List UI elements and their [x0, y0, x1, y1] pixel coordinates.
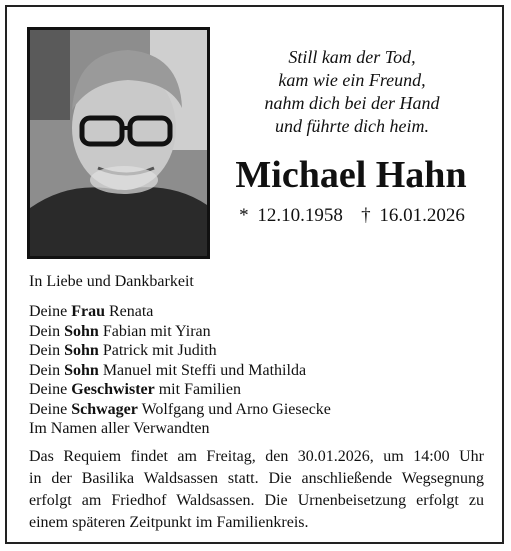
- family-list: [29, 302, 331, 439]
- family-member: Deine Schwager Wolfgang und Arno Giesecke: [29, 400, 331, 418]
- death-symbol: †: [361, 205, 371, 226]
- birth-symbol: *: [239, 205, 249, 226]
- poem-line: Still kam der Tod,: [288, 47, 416, 67]
- announcement-line: erfolgt am Friedhof Waldsassen. Die Urnenbeisetzung erfolgt zu: [29, 492, 484, 509]
- family-member: Dein Sohn Patrick mit Judith: [29, 342, 217, 359]
- family-member: Dein Sohn Fabian mit Yiran: [29, 322, 211, 340]
- announcement-line: einem späteren Zeitpunkt im Familienkreis.: [29, 514, 309, 531]
- announcement-line: Das Requiem findet am Freitag, den 30.01.2026, um 14:00 Uhr: [29, 448, 484, 465]
- portrait-photo: [27, 27, 210, 259]
- service-announcement: [29, 446, 484, 534]
- family-member: Deine Frau Renata: [29, 303, 154, 320]
- portrait-image: [30, 30, 207, 256]
- life-dates: [222, 204, 482, 228]
- deceased-name: Michael Hahn: [235, 154, 467, 196]
- announcement-line: in der Basilika Waldsassen statt. Die anschließende Wegsegnung: [29, 470, 484, 487]
- poem-line: nahm dich bei der Hand: [264, 93, 440, 113]
- poem-line: kam wie ein Freund,: [278, 70, 426, 90]
- family-member: Dein Sohn Manuel mit Steffi und Mathilda: [29, 361, 307, 379]
- poem-line: und führte dich heim.: [275, 116, 429, 136]
- intro-text: In Liebe und Dankbarkeit: [29, 273, 194, 290]
- death-date: 16.01.2026: [379, 205, 465, 226]
- family-member: Deine Geschwister mit Familien: [29, 381, 241, 398]
- birth-date: 12.10.1958: [257, 205, 343, 226]
- memorial-poem: [222, 46, 482, 138]
- family-member: Im Namen aller Verwandten: [29, 420, 210, 437]
